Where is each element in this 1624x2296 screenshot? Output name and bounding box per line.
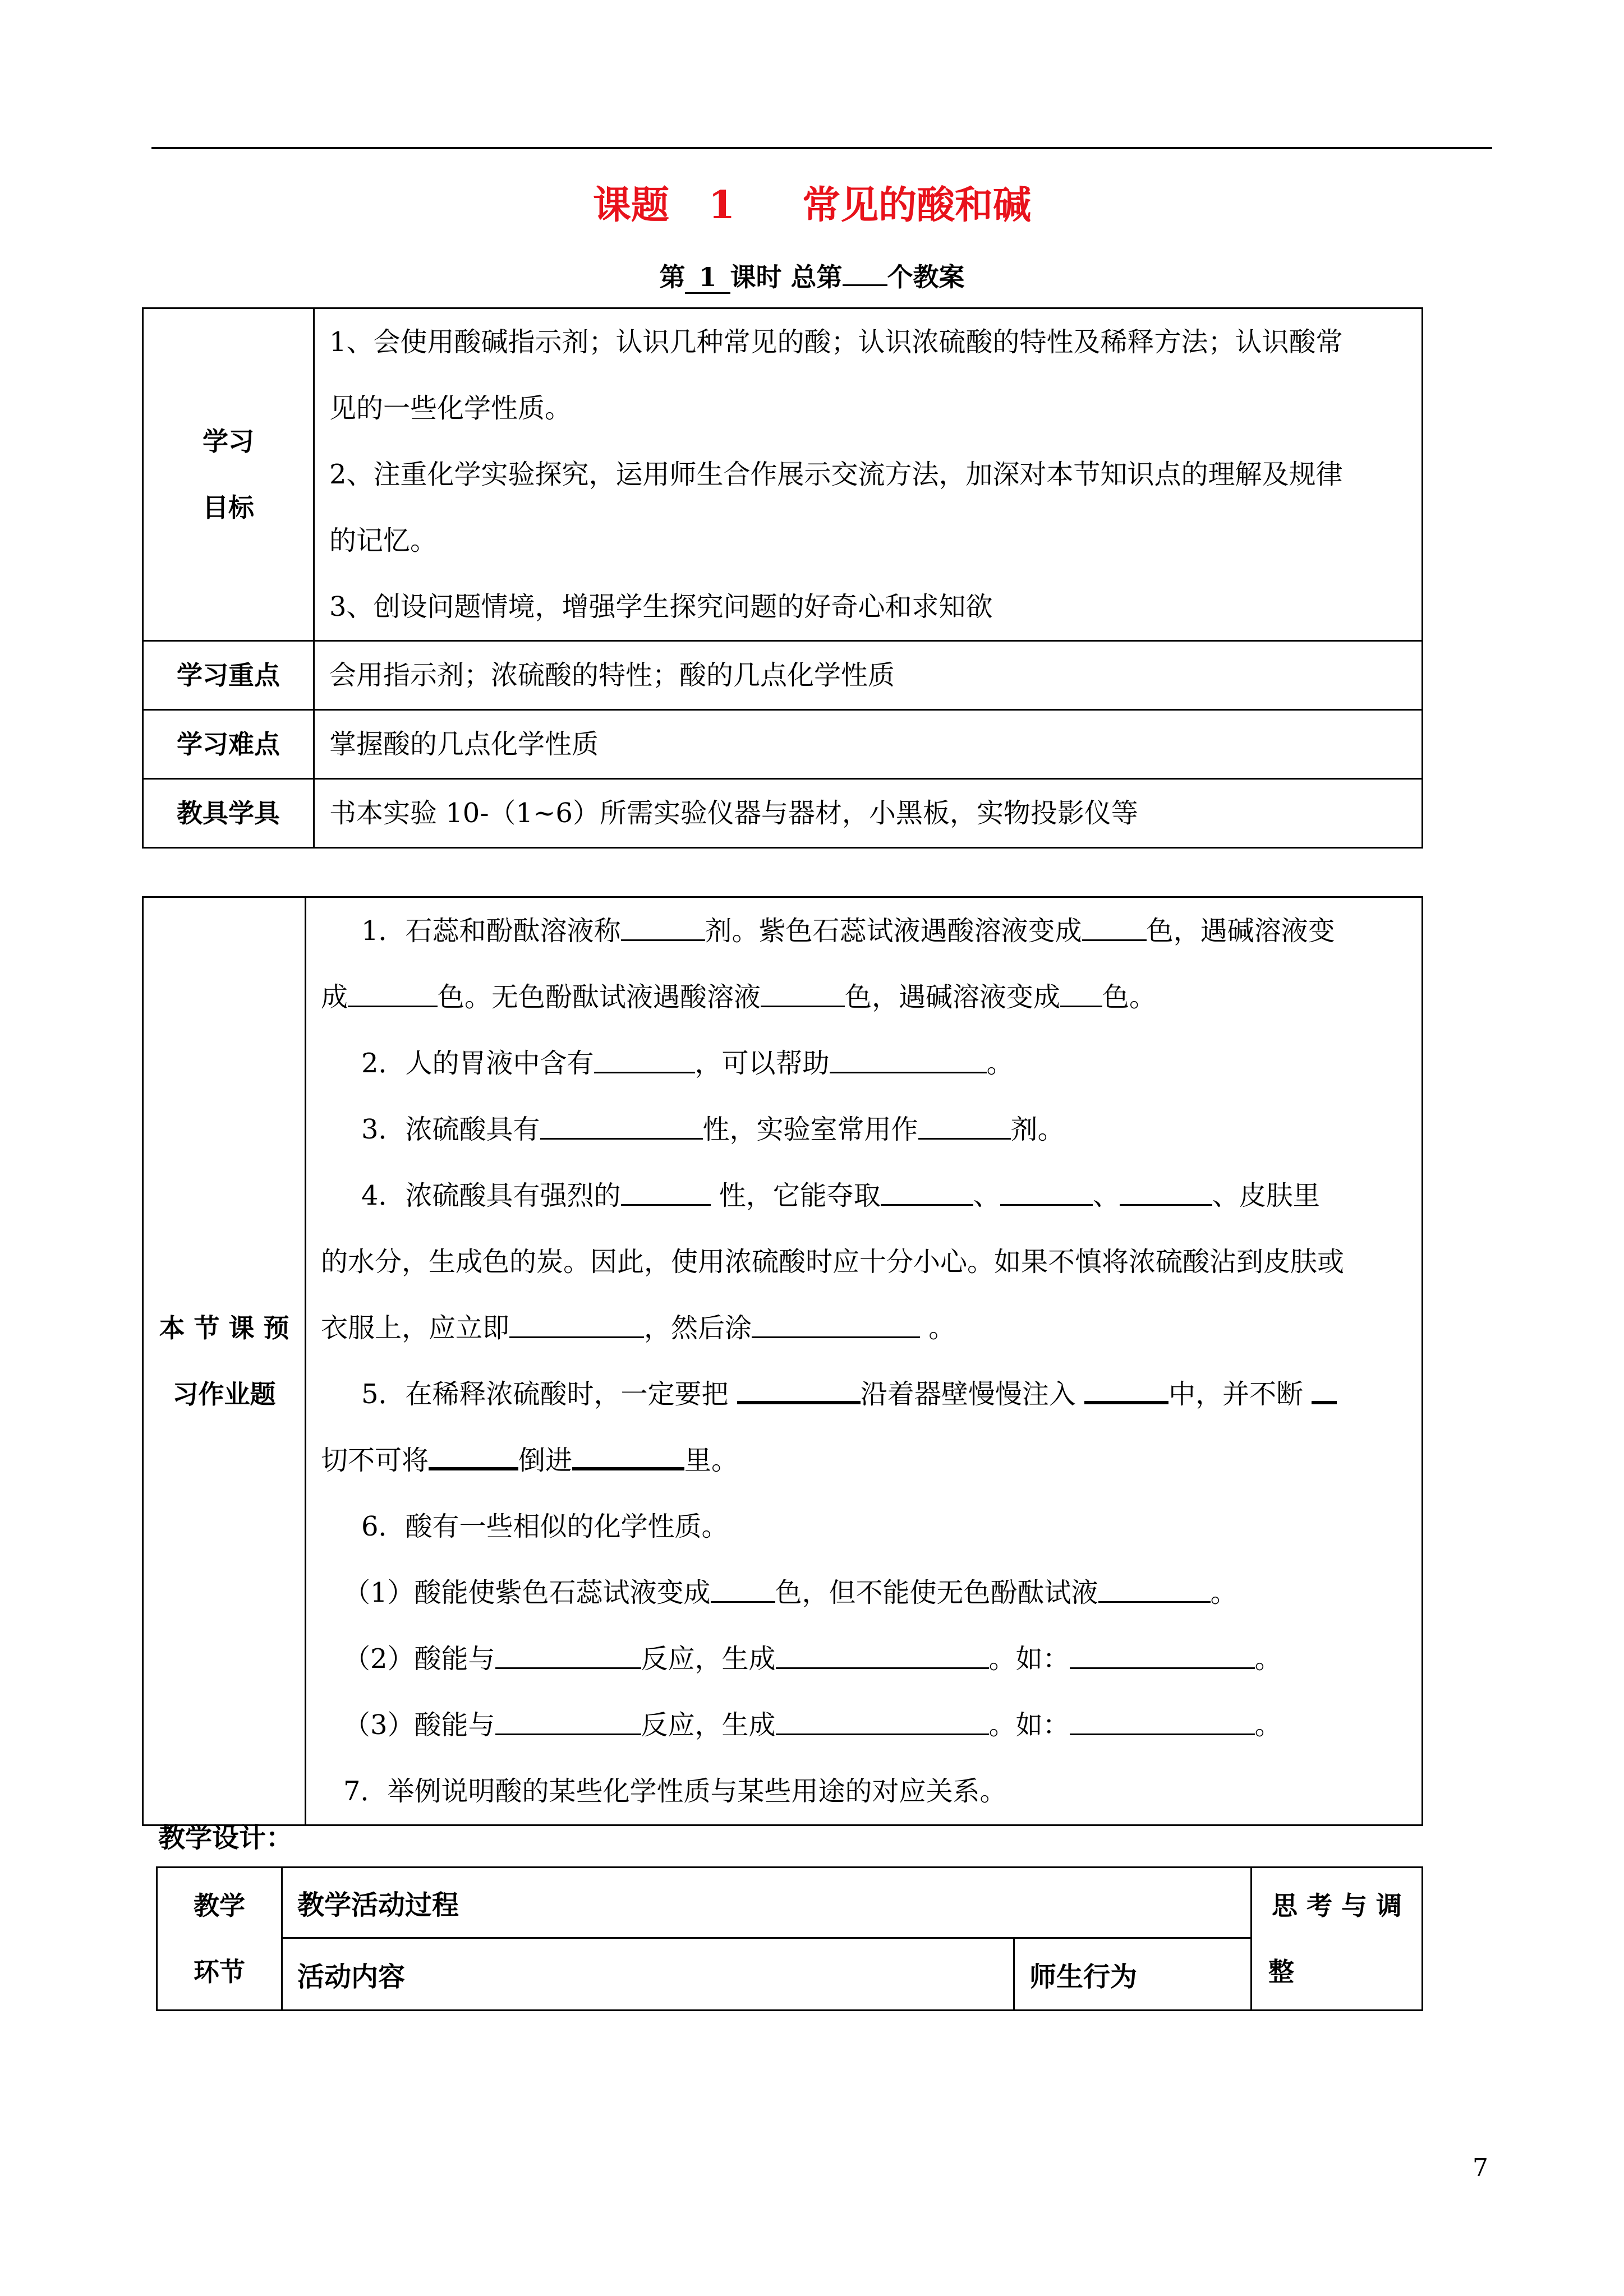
preview-label [143, 897, 306, 1825]
answer-blank [1060, 983, 1102, 1007]
label-line: 整 [1268, 1957, 1294, 1987]
design-table [156, 1866, 1423, 2011]
text: 色。 [1102, 981, 1157, 1013]
answer-blank [1070, 1711, 1255, 1735]
text: 里。 [684, 1445, 739, 1476]
text: 色，遇碱溶液变成 [845, 981, 1061, 1013]
answer-blank [1098, 1579, 1211, 1603]
answer-blank [429, 1445, 518, 1470]
subtitle-part: 课时 总第 [730, 262, 843, 292]
difficulties-text: 掌握酸的几点化学性质 [314, 710, 1423, 779]
difficulties-label: 学习难点 [143, 710, 314, 779]
text: 色。无色酚酞试液遇酸溶液 [438, 981, 761, 1013]
text: （1）酸能使紫色石蕊试液变成 [343, 1577, 711, 1608]
question-2 [321, 1030, 1407, 1096]
key-points-label: 学习重点 [143, 641, 314, 710]
objectives-table [142, 307, 1423, 849]
label-line: 目标 [203, 492, 254, 523]
objective-line: 2、注重化学实验探究，运用师生合作展示交流方法，加深对本节知识点的理解及规律 [329, 459, 1343, 490]
question-3 [321, 1096, 1407, 1163]
lesson-number: 1 [685, 262, 730, 294]
answer-blank [1000, 1182, 1093, 1206]
question-1-cont [321, 964, 1407, 1030]
question-6: 6．酸有一些相似的化学性质。 [361, 1511, 729, 1542]
text: 反应，生成 [641, 1643, 776, 1675]
text: 切不可将 [321, 1445, 429, 1476]
answer-blank [1312, 1378, 1337, 1404]
answer-blank [737, 1378, 861, 1404]
answer-blank [1082, 917, 1147, 941]
design-col-stage [157, 1868, 282, 2011]
text: 2．人的胃液中含有 [361, 1048, 594, 1079]
answer-blank [621, 917, 705, 941]
text: 色，遇碱溶液变 [1146, 915, 1335, 947]
text: 沿着器壁慢慢注入 [860, 1378, 1085, 1410]
question-4 [321, 1163, 1407, 1229]
text: 剂。紫色石蕊试液遇酸溶液变成 [705, 915, 1082, 947]
answer-blank [1120, 1182, 1212, 1206]
subtitle-part: 第 [659, 262, 686, 292]
answer-blank [509, 1314, 644, 1338]
label-line: 教学 [194, 1891, 245, 1921]
answer-blank [776, 1711, 989, 1735]
title-main: 常见的酸和碱 [802, 183, 1032, 228]
text: （3）酸能与 [343, 1709, 495, 1741]
answer-blank [621, 1182, 711, 1206]
text: 1．石蕊和酚酞溶液称 [361, 915, 621, 947]
answer-blank [540, 1115, 703, 1140]
design-sub-content: 活动内容 [282, 1938, 1014, 2011]
text: 、皮肤里 [1212, 1180, 1320, 1211]
text: 反应，生成 [641, 1709, 776, 1741]
question-4-cont2 [321, 1295, 1407, 1361]
text: 。如： [988, 1709, 1070, 1741]
header-rule [151, 147, 1492, 149]
answer-blank [348, 983, 438, 1007]
materials-text: 书本实验 10-（1~6）所需实验仪器与器材，小黑板，实物投影仪等 [314, 779, 1423, 848]
text: 。如： [988, 1643, 1070, 1675]
design-col-process: 教学活动过程 [282, 1868, 1252, 1938]
page-number: 7 [1473, 2154, 1488, 2182]
label-line: 思 考 与 调 [1271, 1891, 1402, 1921]
answer-blank [594, 1049, 695, 1073]
answer-blank [711, 1579, 775, 1603]
question-6-2 [321, 1626, 1407, 1692]
page-title [0, 175, 1624, 229]
answer-blank [752, 1314, 920, 1338]
text: 中，并不断 [1168, 1378, 1312, 1410]
materials-label: 教具学具 [143, 779, 314, 848]
answer-blank [776, 1645, 989, 1669]
question-5 [321, 1361, 1407, 1427]
text: 。 [986, 1048, 1014, 1079]
answer-blank [572, 1445, 684, 1470]
text: 剂。 [1010, 1114, 1065, 1145]
answer-blank [761, 983, 845, 1007]
question-7: 7．举例说明酸的某些化学性质与某些用途的对应关系。 [343, 1776, 1007, 1807]
answer-blank [881, 1182, 973, 1206]
text: 。 [920, 1312, 956, 1344]
text: 衣服上，应立即 [321, 1312, 510, 1344]
text: 性，它能夺取 [710, 1180, 881, 1211]
objective-line: 3、创设问题情境，增强学生探究问题的好奇心和求知欲 [329, 591, 993, 623]
text: 。 [1254, 1709, 1282, 1741]
objective-line: 见的一些化学性质。 [329, 393, 572, 424]
answer-blank [495, 1645, 641, 1669]
question-1 [321, 898, 1407, 964]
key-points-text: 会用指示剂；浓硫酸的特性；酸的几点化学性质 [314, 641, 1423, 710]
text: 5．在稀释浓硫酸时，一定要把 [361, 1378, 737, 1410]
question-6-3 [321, 1692, 1407, 1758]
answer-blank [830, 1049, 987, 1073]
text: 。 [1254, 1643, 1282, 1675]
text: 成 [321, 981, 348, 1013]
label-line: 学习 [203, 426, 254, 457]
text: 4．浓硫酸具有强烈的 [361, 1180, 621, 1211]
objectives-label [143, 308, 314, 641]
subtitle-part: 个教案 [887, 262, 965, 292]
text: ，然后涂 [644, 1312, 752, 1344]
title-prefix: 课题 [592, 183, 669, 228]
lesson-subtitle [0, 257, 1624, 294]
text: 。 [1210, 1577, 1237, 1608]
text: ，可以帮助 [694, 1048, 830, 1079]
question-5-cont [321, 1427, 1407, 1493]
question-6-1 [321, 1560, 1407, 1626]
answer-blank [495, 1711, 641, 1735]
answer-blank [918, 1115, 1011, 1140]
label-line: 环节 [194, 1957, 245, 1987]
label-line: 本 节 课 预 [159, 1313, 289, 1343]
answer-blank [1070, 1645, 1255, 1669]
design-col-reflection [1252, 1868, 1423, 2011]
text: 3．浓硫酸具有 [361, 1114, 540, 1145]
label-line: 习作业题 [172, 1379, 276, 1409]
objective-line: 1、会使用酸碱指示剂；认识几种常见的酸；认识浓硫酸的特性及稀释方法；认识酸常 [329, 326, 1343, 358]
text: （2）酸能与 [343, 1643, 495, 1675]
title-number: 1 [708, 183, 735, 228]
objectives-content [314, 308, 1423, 641]
question-4-cont: 的水分，生成色的炭。因此，使用浓硫酸时应十分小心。如果不慎将浓硫酸沾到皮肤或 [321, 1246, 1345, 1278]
objective-line: 的记忆。 [329, 525, 438, 556]
design-sub-behavior: 师生行为 [1014, 1938, 1252, 2011]
text: 倒进 [518, 1445, 573, 1476]
design-heading: 教学设计： [158, 1822, 293, 1854]
answer-blank [1084, 1378, 1168, 1404]
plan-number-blank [843, 262, 887, 286]
preview-table [142, 896, 1423, 1826]
text: 、 [973, 1180, 1000, 1211]
preview-content [306, 897, 1423, 1825]
text: 色，但不能使无色酚酞试液 [775, 1577, 1098, 1608]
text: 性，实验室常用作 [702, 1114, 918, 1145]
text: 、 [1092, 1180, 1120, 1211]
